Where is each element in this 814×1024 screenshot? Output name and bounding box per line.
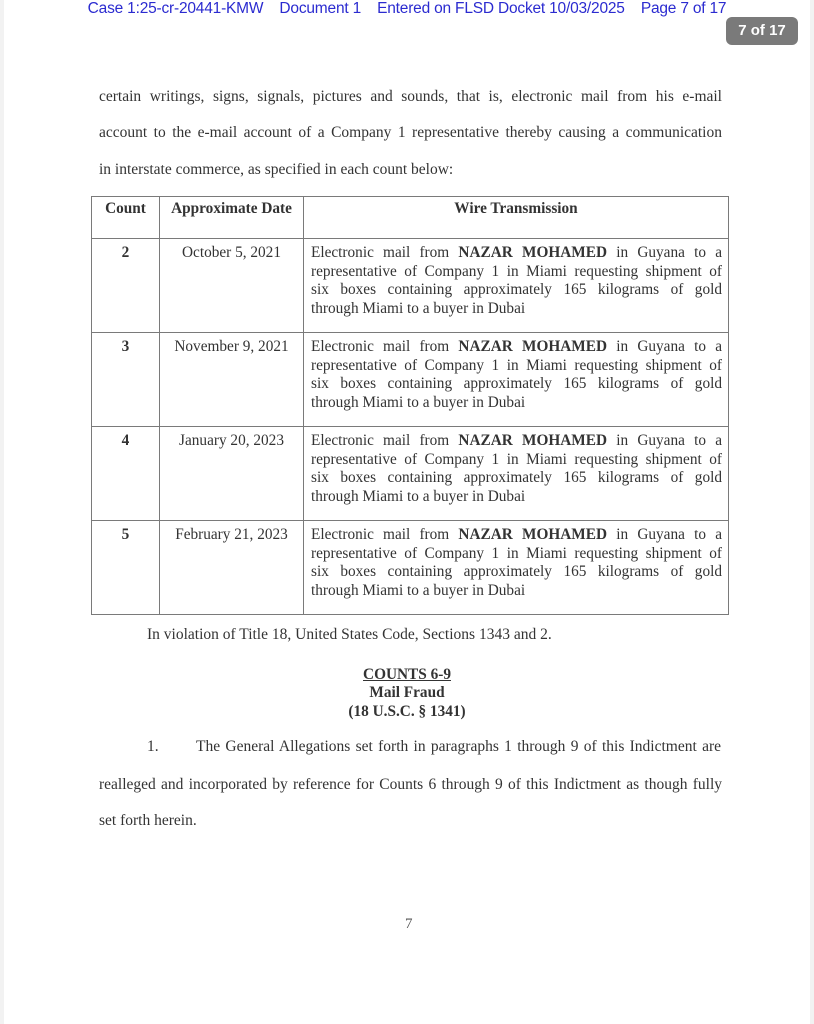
wire-line-2: representative of Company 1 in Miami requesting shipment of (311, 450, 722, 468)
wire-line-1: Electronic mail from NAZAR MOHAMED in Guyana to a (311, 432, 723, 449)
case-number: Case 1:25-cr-20441-KMW (87, 0, 264, 17)
defendant-name: NAZAR MOHAMED (458, 338, 607, 355)
section-statute: (18 U.S.C. § 1341) (348, 703, 466, 720)
col-header-date: Approximate Date (160, 197, 304, 239)
cell-date: November 9, 2021 (160, 333, 304, 427)
cell-wire (304, 521, 729, 615)
wire-line-1: Electronic mail from NAZAR MOHAMED in Guyana to a (311, 244, 723, 261)
cell-count: 4 (92, 427, 160, 521)
page-of: Page 7 of 17 (640, 0, 727, 17)
wire-line-4: through Miami to a buyer in Dubai (311, 487, 526, 505)
cell-wire (304, 427, 729, 521)
wire-line-4: through Miami to a buyer in Dubai (311, 393, 526, 411)
docket-header (0, 0, 814, 18)
document-number: Document 1 (279, 0, 361, 17)
wire-line-4: through Miami to a buyer in Dubai (311, 299, 526, 317)
wire-line-2: representative of Company 1 in Miami requesting shipment of (311, 544, 722, 562)
intro-line-3: in interstate commerce, as specified in each count below: (99, 161, 454, 178)
wire-line-3: six boxes containing approximately 165 kilograms of gold (311, 375, 722, 393)
defendant-name: NAZAR MOHAMED (458, 526, 607, 543)
entered-date: Entered on FLSD Docket 10/03/2025 (377, 0, 625, 17)
wire-transmission-table (91, 196, 729, 615)
paragraph-line-1: The General Allegations set forth in paragraphs 1 through 9 of this Indictment are (196, 738, 721, 755)
cell-count: 5 (92, 521, 160, 615)
wire-line-2: representative of Company 1 in Miami requesting shipment of (311, 356, 722, 374)
cell-date: January 20, 2023 (160, 427, 304, 521)
wire-line-3: six boxes containing approximately 165 kilograms of gold (311, 469, 722, 487)
cell-date: February 21, 2023 (160, 521, 304, 615)
table-header-row (92, 197, 729, 239)
intro-line-2: account to the e-mail account of a Company 1 representative thereby causing a communication (99, 124, 722, 141)
cell-wire (304, 333, 729, 427)
table-row (92, 427, 729, 521)
wire-line-1: Electronic mail from NAZAR MOHAMED in Guyana to a (311, 338, 723, 355)
wire-line-1: Electronic mail from NAZAR MOHAMED in Guyana to a (311, 526, 723, 543)
paragraph-line-3: set forth herein. (99, 812, 197, 829)
table-row (92, 333, 729, 427)
cell-wire (304, 239, 729, 333)
intro-line-1: certain writings, signs, signals, pictures and sounds, that is, electronic mail from his e-mail (99, 88, 722, 105)
section-subtitle: Mail Fraud (369, 684, 445, 701)
wire-line-3: six boxes containing approximately 165 kilograms of gold (311, 281, 722, 299)
col-header-wire: Wire Transmission (304, 197, 729, 239)
cell-count: 2 (92, 239, 160, 333)
table-row (92, 521, 729, 615)
cell-count: 3 (92, 333, 160, 427)
page-number: 7 (405, 916, 413, 932)
cell-date: October 5, 2021 (160, 239, 304, 333)
defendant-name: NAZAR MOHAMED (458, 244, 607, 261)
violation-statement: In violation of Title 18, United States Code, Sections 1343 and 2. (147, 626, 552, 643)
page-indicator-badge: 7 of 17 (726, 17, 798, 45)
wire-line-3: six boxes containing approximately 165 kilograms of gold (311, 563, 722, 581)
wire-line-4: through Miami to a buyer in Dubai (311, 581, 526, 599)
section-title: COUNTS 6-9 (363, 666, 451, 683)
table-row (92, 239, 729, 333)
paragraph-line-2: realleged and incorporated by reference for Counts 6 through 9 of this Indictment as though fully (99, 776, 722, 793)
defendant-name: NAZAR MOHAMED (458, 432, 607, 449)
col-header-count: Count (92, 197, 160, 239)
wire-line-2: representative of Company 1 in Miami requesting shipment of (311, 262, 722, 280)
